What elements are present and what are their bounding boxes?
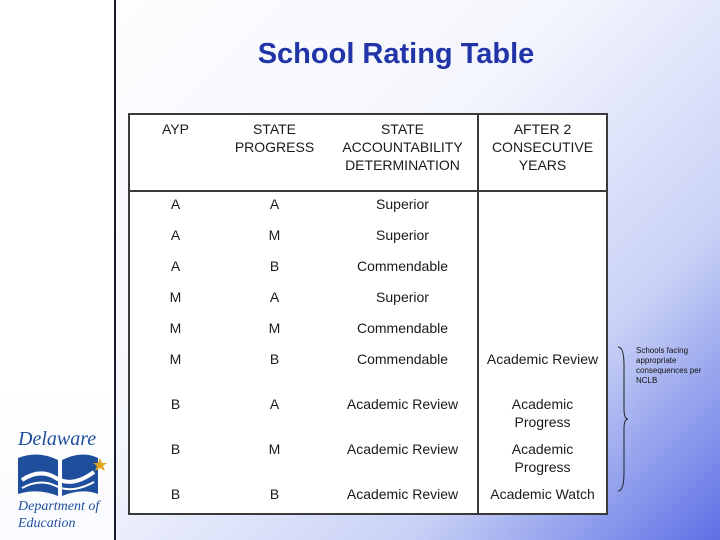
logo-wordmark: Delaware [18, 428, 97, 450]
table-row [129, 223, 607, 254]
cell-ayp: B [129, 437, 221, 482]
cell-state-progress: A [269, 396, 280, 412]
table-row [129, 191, 607, 223]
cell-determination: Commendable [328, 347, 478, 392]
cell-state-progress: A [221, 191, 328, 223]
cell-after-2-years: Academic Progress [478, 437, 607, 482]
cell-ayp: A [129, 223, 221, 254]
cell-after-2-years [478, 223, 607, 254]
cell-determination: Academic Review [328, 482, 478, 514]
cell-after-2-years: Academic Watch [478, 482, 607, 514]
cell-state-progress: M [268, 320, 281, 336]
table-row [129, 285, 607, 316]
table-row [129, 392, 607, 437]
cell-determination: Commendable [328, 316, 478, 347]
cell-determination: Superior [328, 223, 478, 254]
cell-after-2-years: Academic Review [478, 347, 607, 392]
cell-state-progress: B [269, 258, 280, 274]
logo-subtitle: Department of Education [18, 499, 100, 531]
open-book-icon [12, 450, 108, 500]
cell-ayp: B [129, 392, 221, 437]
delaware-doe-logo [8, 428, 108, 536]
cell-determination: Superior [328, 285, 478, 316]
header-state-accountability: STATE ACCOUNTABILITY DETERMINATION [328, 114, 478, 191]
cell-ayp: A [129, 191, 221, 223]
cell-determination: Commendable [328, 254, 478, 285]
cell-ayp: A [129, 254, 221, 285]
cell-ayp: B [129, 482, 221, 514]
header-after-2-years: AFTER 2 CONSECUTIVE YEARS [478, 114, 607, 191]
cell-state-progress: M [268, 441, 281, 457]
table-header-row [129, 114, 607, 191]
table-row [129, 254, 607, 285]
cell-determination: Superior [328, 191, 478, 223]
cell-after-2-years: Academic Progress [478, 392, 607, 437]
header-state-progress: STATE PROGRESS [221, 114, 328, 191]
cell-after-2-years [478, 285, 607, 316]
cell-after-2-years [478, 316, 607, 347]
cell-determination: Academic Review [328, 437, 478, 482]
sidebar-divider [114, 0, 116, 540]
cell-state-progress: B [269, 351, 280, 367]
cell-state-progress: M [268, 227, 281, 243]
table-row [129, 316, 607, 347]
note-bracket [616, 345, 628, 493]
table-row [129, 437, 607, 482]
cell-after-2-years [478, 191, 607, 223]
cell-state-progress: B [221, 482, 328, 514]
table-row [129, 347, 607, 392]
cell-ayp: M [129, 347, 221, 392]
slide-title: School Rating Table [257, 38, 535, 70]
header-ayp: AYP [129, 114, 221, 191]
cell-after-2-years [478, 254, 607, 285]
cell-determination: Academic Review [328, 392, 478, 437]
cell-state-progress: A [269, 289, 280, 305]
rating-table [128, 113, 608, 515]
nclb-note: Schools facing appropriate consequences per NCLB [636, 346, 702, 385]
cell-ayp: M [129, 285, 221, 316]
table-row [129, 482, 607, 514]
cell-ayp: M [129, 316, 221, 347]
